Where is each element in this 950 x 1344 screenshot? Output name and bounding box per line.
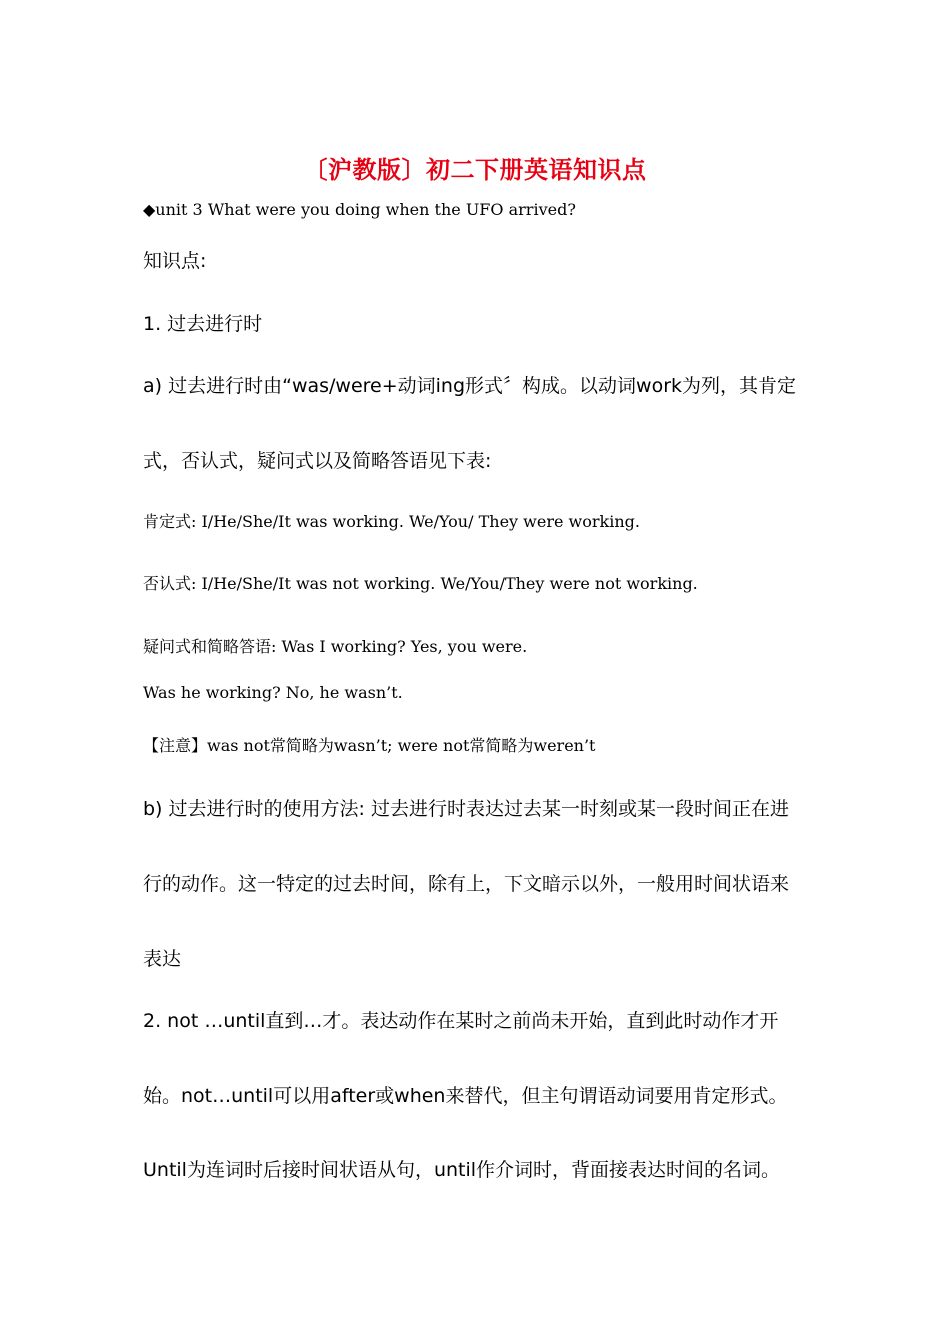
item2-line2: 始。not…until可以用after或when来替代，但主句谓语动词要用肯定形式。 (143, 1085, 788, 1107)
item1b-line1: b) 过去进行时的使用方法: 过去进行时表达过去某一时刻或某一段时间正在进 (143, 798, 789, 820)
item1a-line1: a) 过去进行时由“was/were+动词ing形式〞构成。以动词work为列，其肯定 (143, 375, 797, 397)
negative-form: 否认式: I/He/She/It was not working. We/You/They were not working. (143, 574, 698, 593)
item1b-line2: 行的动作。这一特定的过去时间，除有上，下文暗示以外，一般用时间状语来 (143, 873, 790, 895)
item1-heading: 1. 过去进行时 (143, 313, 263, 335)
unit-heading: ◆unit 3 What were you doing when the UFO arrived? (143, 200, 576, 219)
question-form-1: 疑问式和简略答语: Was I working? Yes, you were. (143, 637, 528, 656)
item2-line3: Until为连词时后接时间状语从句，until作介词时，背面接表达时间的名词。 (143, 1159, 781, 1181)
item1b-line3: 表达 (143, 948, 182, 970)
item2-line1: 2. not …until直到…才。表达动作在某时之前尚未开始，直到此时动作才开 (143, 1010, 779, 1032)
question-form-2: Was he working? No, he wasn’t. (143, 683, 403, 702)
item1a-line2: 式，否认式，疑问式以及简略答语见下表: (143, 450, 492, 472)
document-title: 〔沪教版〕初二下册英语知识点 (303, 156, 647, 184)
knowledge-label: 知识点: (143, 250, 207, 272)
note-line: 【注意】was not常简略为wasn’t; were not常简略为weren’t (143, 736, 596, 755)
affirmative-form: 肯定式: I/He/She/It was working. We/You/ They were working. (143, 512, 640, 531)
